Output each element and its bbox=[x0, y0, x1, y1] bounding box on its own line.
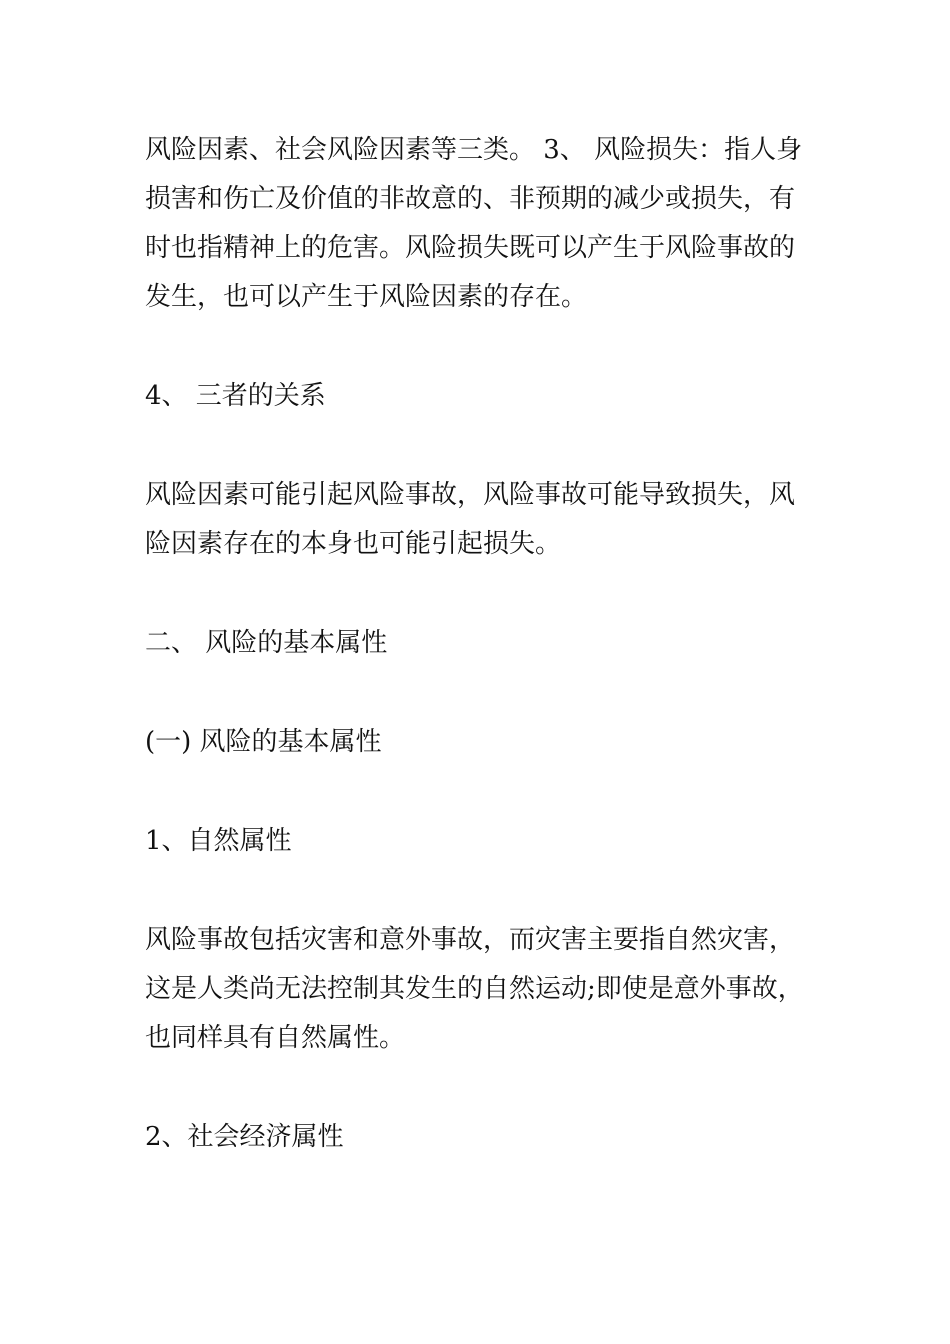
document-body bbox=[145, 126, 810, 1162]
paragraph-relationship: 风险因素可能引起风险事故，风险事故可能导致损失，风险因素存在的本身也可能引起损失。 bbox=[145, 480, 796, 559]
heading-basic-attributes: 二、 风险的基本属性 bbox=[145, 628, 388, 658]
heading-natural-attribute: 1、自然属性 bbox=[145, 826, 292, 856]
paragraph-risk-loss: 风险因素、社会风险因素等三类。 3、 风险损失：指人身损害和伤亡及价值的非故意的、非预期的减少或损失，有时也指精神上的危害。风险损失既可以产生于风险事故的发生，也可以产生于风险因素的存在。 bbox=[145, 135, 803, 312]
heading-socioeconomic-attribute: 2、社会经济属性 bbox=[145, 1122, 344, 1152]
heading-relationship: 4、 三者的关系 bbox=[145, 381, 326, 411]
paragraph-natural-attribute: 风险事故包括灾害和意外事故，而灾害主要指自然灾害，这是人类尚无法控制其发生的自然运动;即使是意外事故，也同样具有自然属性。 bbox=[145, 925, 804, 1053]
subheading-basic-attributes: (一) 风险的基本属性 bbox=[145, 727, 382, 757]
